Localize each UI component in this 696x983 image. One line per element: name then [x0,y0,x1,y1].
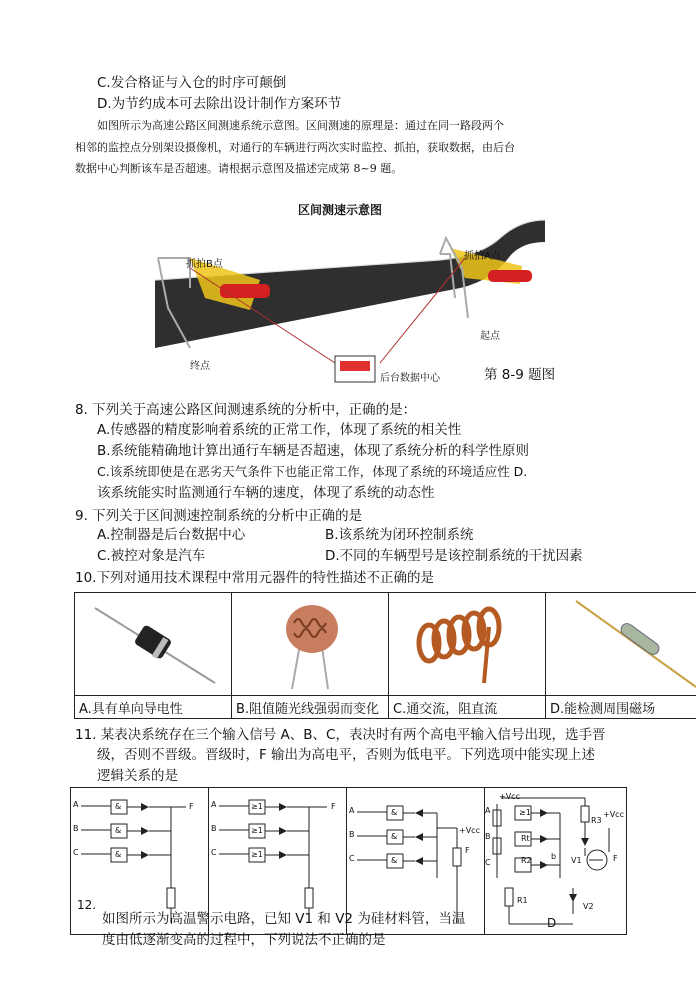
circuit-a-input-b: B [73,824,79,833]
circuit-option-d [484,787,627,935]
circuit-d-input-c: C [485,858,491,867]
circuit-d-node-b: b [551,852,557,861]
intro-line-2: 相邻的监控点分别架设摄像机，对通行的车辆进行两次实时监控、抓拍，获取数据，由后台 [75,141,515,154]
circuit-d-r2: R2 [521,856,532,865]
circuit-a-gate-1: & [115,802,122,811]
option-d-line: D.为节约成本可去除出设计制作方案环节 [97,96,342,112]
reed-switch-cell [546,593,696,696]
q10-caption-b: B.阻值随光线强弱而变化 [232,696,389,719]
circuit-b-input-a: A [211,800,217,809]
circuit-d-gate-1: ≥1 [519,808,531,817]
circuit-b-output: F [331,802,336,811]
q11-line-3: 逻辑关系的是 [97,768,178,784]
q9-option-b: B.该系统为闭环控制系统 [325,527,474,543]
diode-icon [75,593,231,691]
q9-stem: 9. 下列关于区间测速控制系统的分析中正确的是 [75,508,363,524]
q8-option-a: A.传感器的精度影响着系统的正常工作，体现了系统的相关性 [97,422,462,438]
q10-caption-a: A.具有单向导电性 [75,696,232,719]
car-a [488,270,532,282]
q8-stem: 8. 下列关于高速公路区间测速系统的分析中，正确的是： [75,402,417,418]
circuit-d-v1: V1 [571,856,582,865]
q11-line-2: 级，否则不晋级。晋级时，F 输出为高电平，否则为低电平。下列选项中能实现上述 [97,747,596,763]
speed-zone-figure [150,198,550,388]
q11-line-1: 11. 某表决系统存在三个输入信号 A、B、C，表决时有两个高电平输入信号出现，选手晋 [75,727,606,743]
circuit-b-input-c: C [211,848,217,857]
circuit-a-output: F [189,802,194,811]
circuit-d-label: D [547,916,557,930]
circuit-d-vcc-top: +Vcc [499,792,520,801]
circuit-d-output: F [613,854,618,863]
circuit-d-r1: R1 [517,896,528,905]
q8-option-d: 该系统能实时监测通行车辆的速度，体现了系统的动态性 [97,485,435,501]
circuit-d-input-b: B [485,832,491,841]
label-end: 终点 [190,361,210,372]
circuit-b-input-b: B [211,824,217,833]
q10-stem: 10.下列对通用技术课程中常用元器件的特性描述不正确的是 [75,570,434,586]
q9-option-a: A.控制器是后台数据中心 [97,527,246,543]
car-b [220,284,270,298]
photoresistor-cell [232,593,389,696]
circuit-d-v2: V2 [583,902,594,911]
label-zone: 测速区间 [315,319,355,330]
q8-option-c: C.该系统即使是在恶劣天气条件下也能正常工作，体现了系统的环境适应性 D. [97,464,528,479]
circuit-a-input-a: A [73,800,79,809]
circuit-c-vcc: +Vcc [459,826,480,835]
inductor-cell [389,593,546,696]
component-table [74,592,696,719]
q12-number: 12. [77,898,97,912]
diode-cell [75,593,232,696]
circuit-d-rt: Rt [521,834,530,843]
figure-caption: 第 8-9 题图 [484,367,556,383]
circuit-d-r3: R3 [591,816,602,825]
circuit-c-input-c: C [349,854,355,863]
circuit-b-gate-2: ≥1 [251,826,263,835]
circuit-b-gate-3: ≥1 [251,850,263,859]
circuit-b-gate-1: ≥1 [251,802,263,811]
option-c-line: C.发合格证与入仓的时序可颠倒 [97,75,287,91]
photoresistor-icon [232,593,388,691]
circuit-c-gate-3: & [391,856,398,865]
circuit-d-vcc-right: +Vcc [603,810,624,819]
circuit-a-gate-3: & [115,850,122,859]
q9-option-d: D.不同的车辆型号是该控制系统的干扰因素 [325,548,583,564]
q12-line-2: 度由低逐渐变高的过程中，下列说法不正确的是 [102,932,386,948]
q8-option-b: B.系统能精确地计算出通行车辆是否超速，体现了系统分析的科学性原则 [97,443,530,459]
circuit-a-gate-2: & [115,826,122,835]
circuit-c-input-b: B [349,830,355,839]
label-data-center: 后台数据中心 [380,373,440,384]
circuit-c-gate-2: & [391,832,398,841]
label-start: 起点 [480,331,500,342]
q10-caption-d: D.能检测周围磁场 [546,696,696,719]
reed-switch-icon [546,593,696,691]
circuit-d-input-a: A [485,806,491,815]
circuit-c-input-a: A [349,806,355,815]
label-snap-b: 抓拍B点 [186,259,223,270]
inductor-coil-icon [389,593,545,691]
figure-title: 区间测速示意图 [298,203,383,217]
circuit-c-gate-1: & [391,808,398,817]
circuit-a-input-c: C [73,848,79,857]
q10-caption-c: C.通交流，阻直流 [389,696,546,719]
circuit-c-output: F [465,846,470,855]
label-snap-a: 抓拍A点 [464,251,501,262]
intro-line-3: 数据中心判断该车是否超速。请根据示意图及描述完成第 8~9 题。 [75,162,403,175]
intro-line-1: 如图所示为高速公路区间测速系统示意图。区间测速的原理是：通过在同一路段两个 [97,119,504,132]
q9-option-c: C.被控对象是汽车 [97,548,206,564]
q12-line-1: 如图所示为高温警示电路，已知 V1 和 V2 为硅材料管，当温 [102,911,466,927]
